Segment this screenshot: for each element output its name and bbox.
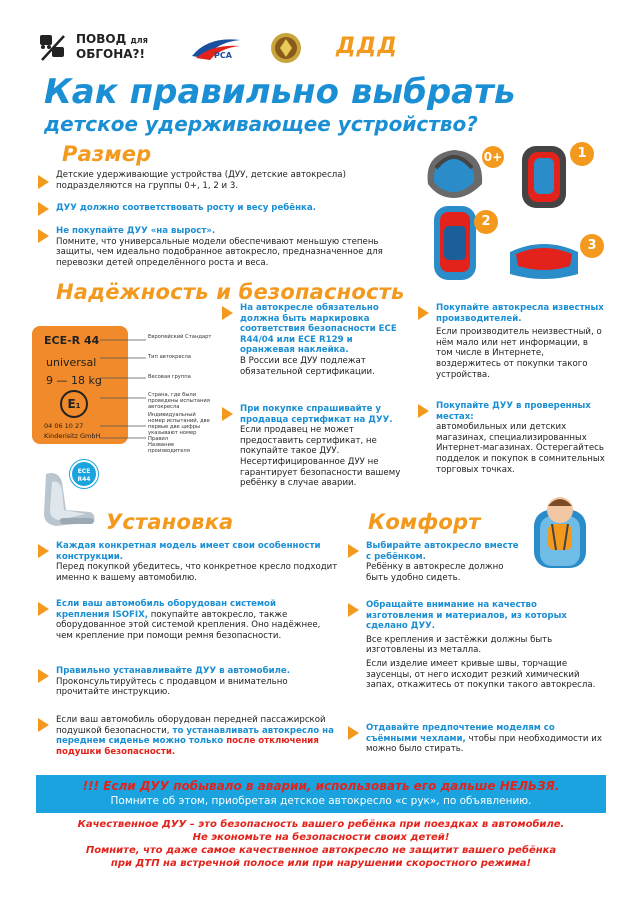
povod-small: ДЛЯ xyxy=(130,37,148,45)
install-item4-bold: то устанавливать автокресло на переднем сиденье можно только xyxy=(56,725,334,747)
footer-line3: Помните, что даже самое качественное автокресло не защитит вашего ребёнка xyxy=(85,845,557,856)
comfort-item3-bold: Отдавайте предпочтение моделям со съёмными чехлами, xyxy=(366,723,555,744)
footer-line2: Не экономьте на безопасности своих детей! xyxy=(192,832,450,843)
safety-col3-item2-bold: Покупайте ДУУ в проверенных местах: xyxy=(436,401,591,422)
e-mark-letter: E xyxy=(67,397,76,411)
car-seat-1-icon xyxy=(512,142,576,212)
footer-line1: Качественное ДУУ – это безопасность вашего ребёнка при поездках в автомобиле. xyxy=(77,819,565,830)
e-mark-icon xyxy=(60,390,88,418)
footer-line4: при ДТП на встречной полосе или при нарушении скоростного режима! xyxy=(110,858,532,869)
rsa-text: РСА xyxy=(214,51,232,60)
ece-badge xyxy=(70,460,98,488)
safety-col3-item2 xyxy=(436,401,608,475)
povod-line1: ПОВОД xyxy=(76,32,127,46)
bullet-icon xyxy=(418,306,429,320)
banner-line1 xyxy=(36,779,606,793)
comfort-item1-bold: Выбирайте автокресло вместе с ребёнком. xyxy=(366,541,519,562)
safety-col2-item1 xyxy=(240,303,410,377)
ddd-logo xyxy=(336,34,426,64)
label-weight: 9 — 18 kg xyxy=(46,374,102,387)
callout-country: Страна, где были проведены испытания автокресла xyxy=(148,392,210,410)
safety-col3-item1 xyxy=(436,303,606,380)
install-item2 xyxy=(56,599,332,641)
title-line2: детское удерживающее устройство? xyxy=(44,112,478,136)
install-item1-bold: Каждая конкретная модель имеет свои особенности конструкции. xyxy=(56,541,321,562)
group-badge-text: 1 xyxy=(577,146,587,161)
install-item4-red: после отключения подушки безопасности. xyxy=(56,736,319,757)
size-item1: Детские удерживающие устройства (ДУУ, детские автокресла) подразделяются на группы 0+, 1, 2 и 3. xyxy=(56,170,346,191)
install-item3 xyxy=(56,666,342,698)
bullet-icon xyxy=(348,603,359,617)
size-item3 xyxy=(56,226,386,268)
callout-standard: Европейский Стандарт xyxy=(148,334,212,340)
car-no-overtake-icon xyxy=(38,32,68,62)
banner-line1-b: НЕЛЬЗЯ. xyxy=(499,779,560,793)
safety-col3-item1-text: Если производитель неизвестный, о нём мало или нет информации, в том числе в Интернете, воздержитесь от покупки такого устройства. xyxy=(436,327,602,380)
safety-col2-item2-text2: Несертифицированное ДУУ не гарантирует безопасности вашему ребёнку в случае аварии. xyxy=(240,456,401,489)
e-mark-sub: 1 xyxy=(75,402,81,410)
install-item3-bold: Правильно устанавливайте ДУУ в автомобиле. xyxy=(56,666,290,676)
install-item4-text: Если ваш автомобиль оборудован передней пассажирской подушкой безопасности, xyxy=(56,715,326,736)
label-number: 04 06 10 27 xyxy=(44,422,84,430)
install-item2-text: покупайте автокресло, также оборудованное этой системой крепления. Оно надёжнее, чем крепление при помощи ремня безопасности. xyxy=(56,609,321,641)
size-item3-bold: Не покупайте ДУУ «на вырост». xyxy=(56,226,216,236)
rsa-logo xyxy=(188,34,244,64)
safety-col2-item1-text: В России все ДУУ подлежат обязательной сертификации. xyxy=(240,355,375,377)
group-badge-text: 2 xyxy=(481,214,491,229)
comfort-item1 xyxy=(366,541,526,583)
install-item1-text: Перед покупкой убедитесь, что конкретное кресло подходит именно к вашему автомобилю. xyxy=(56,562,338,583)
footer-message xyxy=(36,818,606,870)
callout-number: Индивидуальный номер испытаний, две первые две цифры указывают номер Правил xyxy=(148,412,210,442)
bullet-icon xyxy=(38,669,49,683)
page-title xyxy=(44,72,614,136)
group-badge xyxy=(474,210,498,234)
bullet-icon xyxy=(38,602,49,616)
install-item2-bold: Если ваш автомобиль оборудован системой крепления ISOFIX, xyxy=(56,599,276,620)
install-item4 xyxy=(56,715,342,757)
comfort-item2-bold: Обращайте внимание на качество изготовления и материалов, из которых сделано ДУУ. xyxy=(366,600,567,632)
bullet-icon xyxy=(348,726,359,740)
child-in-seat-icon xyxy=(520,492,600,570)
group-badge-text: 3 xyxy=(587,238,597,253)
bullet-icon xyxy=(348,544,359,558)
callout-weight: Весовая группа xyxy=(148,374,191,380)
comfort-item2-text1: Все крепления и застёжки должны быть изготовлены из металла. xyxy=(366,634,553,656)
label-title: ECE-R 44 xyxy=(44,334,100,347)
povod-line2: ОБГОНА?! xyxy=(76,47,145,61)
safety-col2-item2 xyxy=(240,404,410,489)
group-badge xyxy=(570,142,594,166)
banner-line2: Помните об этом, приобретая детское автокресло «с рук», по объявлению. xyxy=(110,795,532,807)
seat-groups-illustration xyxy=(410,140,610,288)
install-item3-text: Проконсультируйтесь с продавцом и внимательно прочитайте инструкцию. xyxy=(56,676,288,698)
callout-lines xyxy=(100,330,150,450)
bullet-icon xyxy=(222,407,233,421)
size-item3-text: Помните, что универсальные модели обеспечивают меньшую степень защиты, чем идеально подобранное автокресло, предназначенное для перевозки детей определённого роста и веса. xyxy=(56,236,383,268)
safety-col3-item2-text: автомобильных или детских магазинах, специализированных Интернет-магазинах. Остерегайтесь подделок и покупок в сомнительных торговых точках. xyxy=(436,422,605,475)
bullet-icon xyxy=(38,718,49,732)
bullet-icon xyxy=(38,202,49,216)
callout-maker: Название производителя xyxy=(148,442,190,454)
bullet-icon xyxy=(418,404,429,418)
safety-col2-item1-bold: На автокресле обязательно должна быть маркировка соответствия безопасности ECE R44/04 или ECE R129 и оранжевая наклейка. xyxy=(240,303,397,356)
bullet-icon xyxy=(38,544,49,558)
group-badge xyxy=(580,234,604,258)
banner-line1-a: !!! Если ДУУ побывало в аварии, использовать его дальше xyxy=(82,779,500,793)
group-badge-text: 0+ xyxy=(483,150,503,164)
car-seat-3-icon xyxy=(506,232,582,284)
bullet-icon xyxy=(38,229,49,243)
size-heading: Размер xyxy=(62,142,152,166)
bullet-icon xyxy=(38,175,49,189)
comfort-item2 xyxy=(366,600,602,691)
ddd-text: ДДД xyxy=(336,34,398,59)
safety-heading: Надёжность и безопасность xyxy=(56,280,405,304)
traffic-police-emblem-icon xyxy=(270,30,302,66)
comfort-item1-text: Ребёнку в автокресле должно быть удобно сидеть. xyxy=(366,562,504,583)
safety-col2-item2-bold: При покупке спрашивайте у продавца сертификат на ДУУ. xyxy=(240,404,393,425)
ece-badge-text: ECE R44 xyxy=(77,468,91,483)
label-universal: universal xyxy=(46,356,97,369)
bullet-icon xyxy=(222,306,233,320)
safety-col2-item2-text1: Если продавец не может предоставить сертификат, не покупайте такое ДУУ. xyxy=(240,425,377,457)
car-seat-0-icon xyxy=(418,144,490,204)
install-item1 xyxy=(56,541,342,583)
warning-banner xyxy=(36,775,606,813)
comfort-item3-text: чтобы при необходимости их можно было стирать. xyxy=(366,733,602,755)
logo-bar xyxy=(38,30,428,68)
safety-col3-item1-bold: Покупайте автокресла известных производителей. xyxy=(436,303,604,324)
callout-type: Тип автокресла xyxy=(148,354,191,360)
title-line1: Как правильно выбрать xyxy=(44,72,516,112)
comfort-item2-text2: Если изделие имеет кривые швы, торчащие заусенцы, от него исходит резкий химический запах, откажитесь от покупки такого автокресла. xyxy=(366,658,596,691)
comfort-item3 xyxy=(366,723,602,755)
comfort-heading: Комфорт xyxy=(368,510,481,534)
install-heading: Установка xyxy=(106,510,234,534)
label-maker: Kinderisitz GmbH xyxy=(44,432,101,440)
size-item2: ДУУ должно соответствовать росту и весу ребёнка. xyxy=(56,203,316,213)
group-badge xyxy=(482,146,504,168)
povod-logo xyxy=(38,30,173,68)
